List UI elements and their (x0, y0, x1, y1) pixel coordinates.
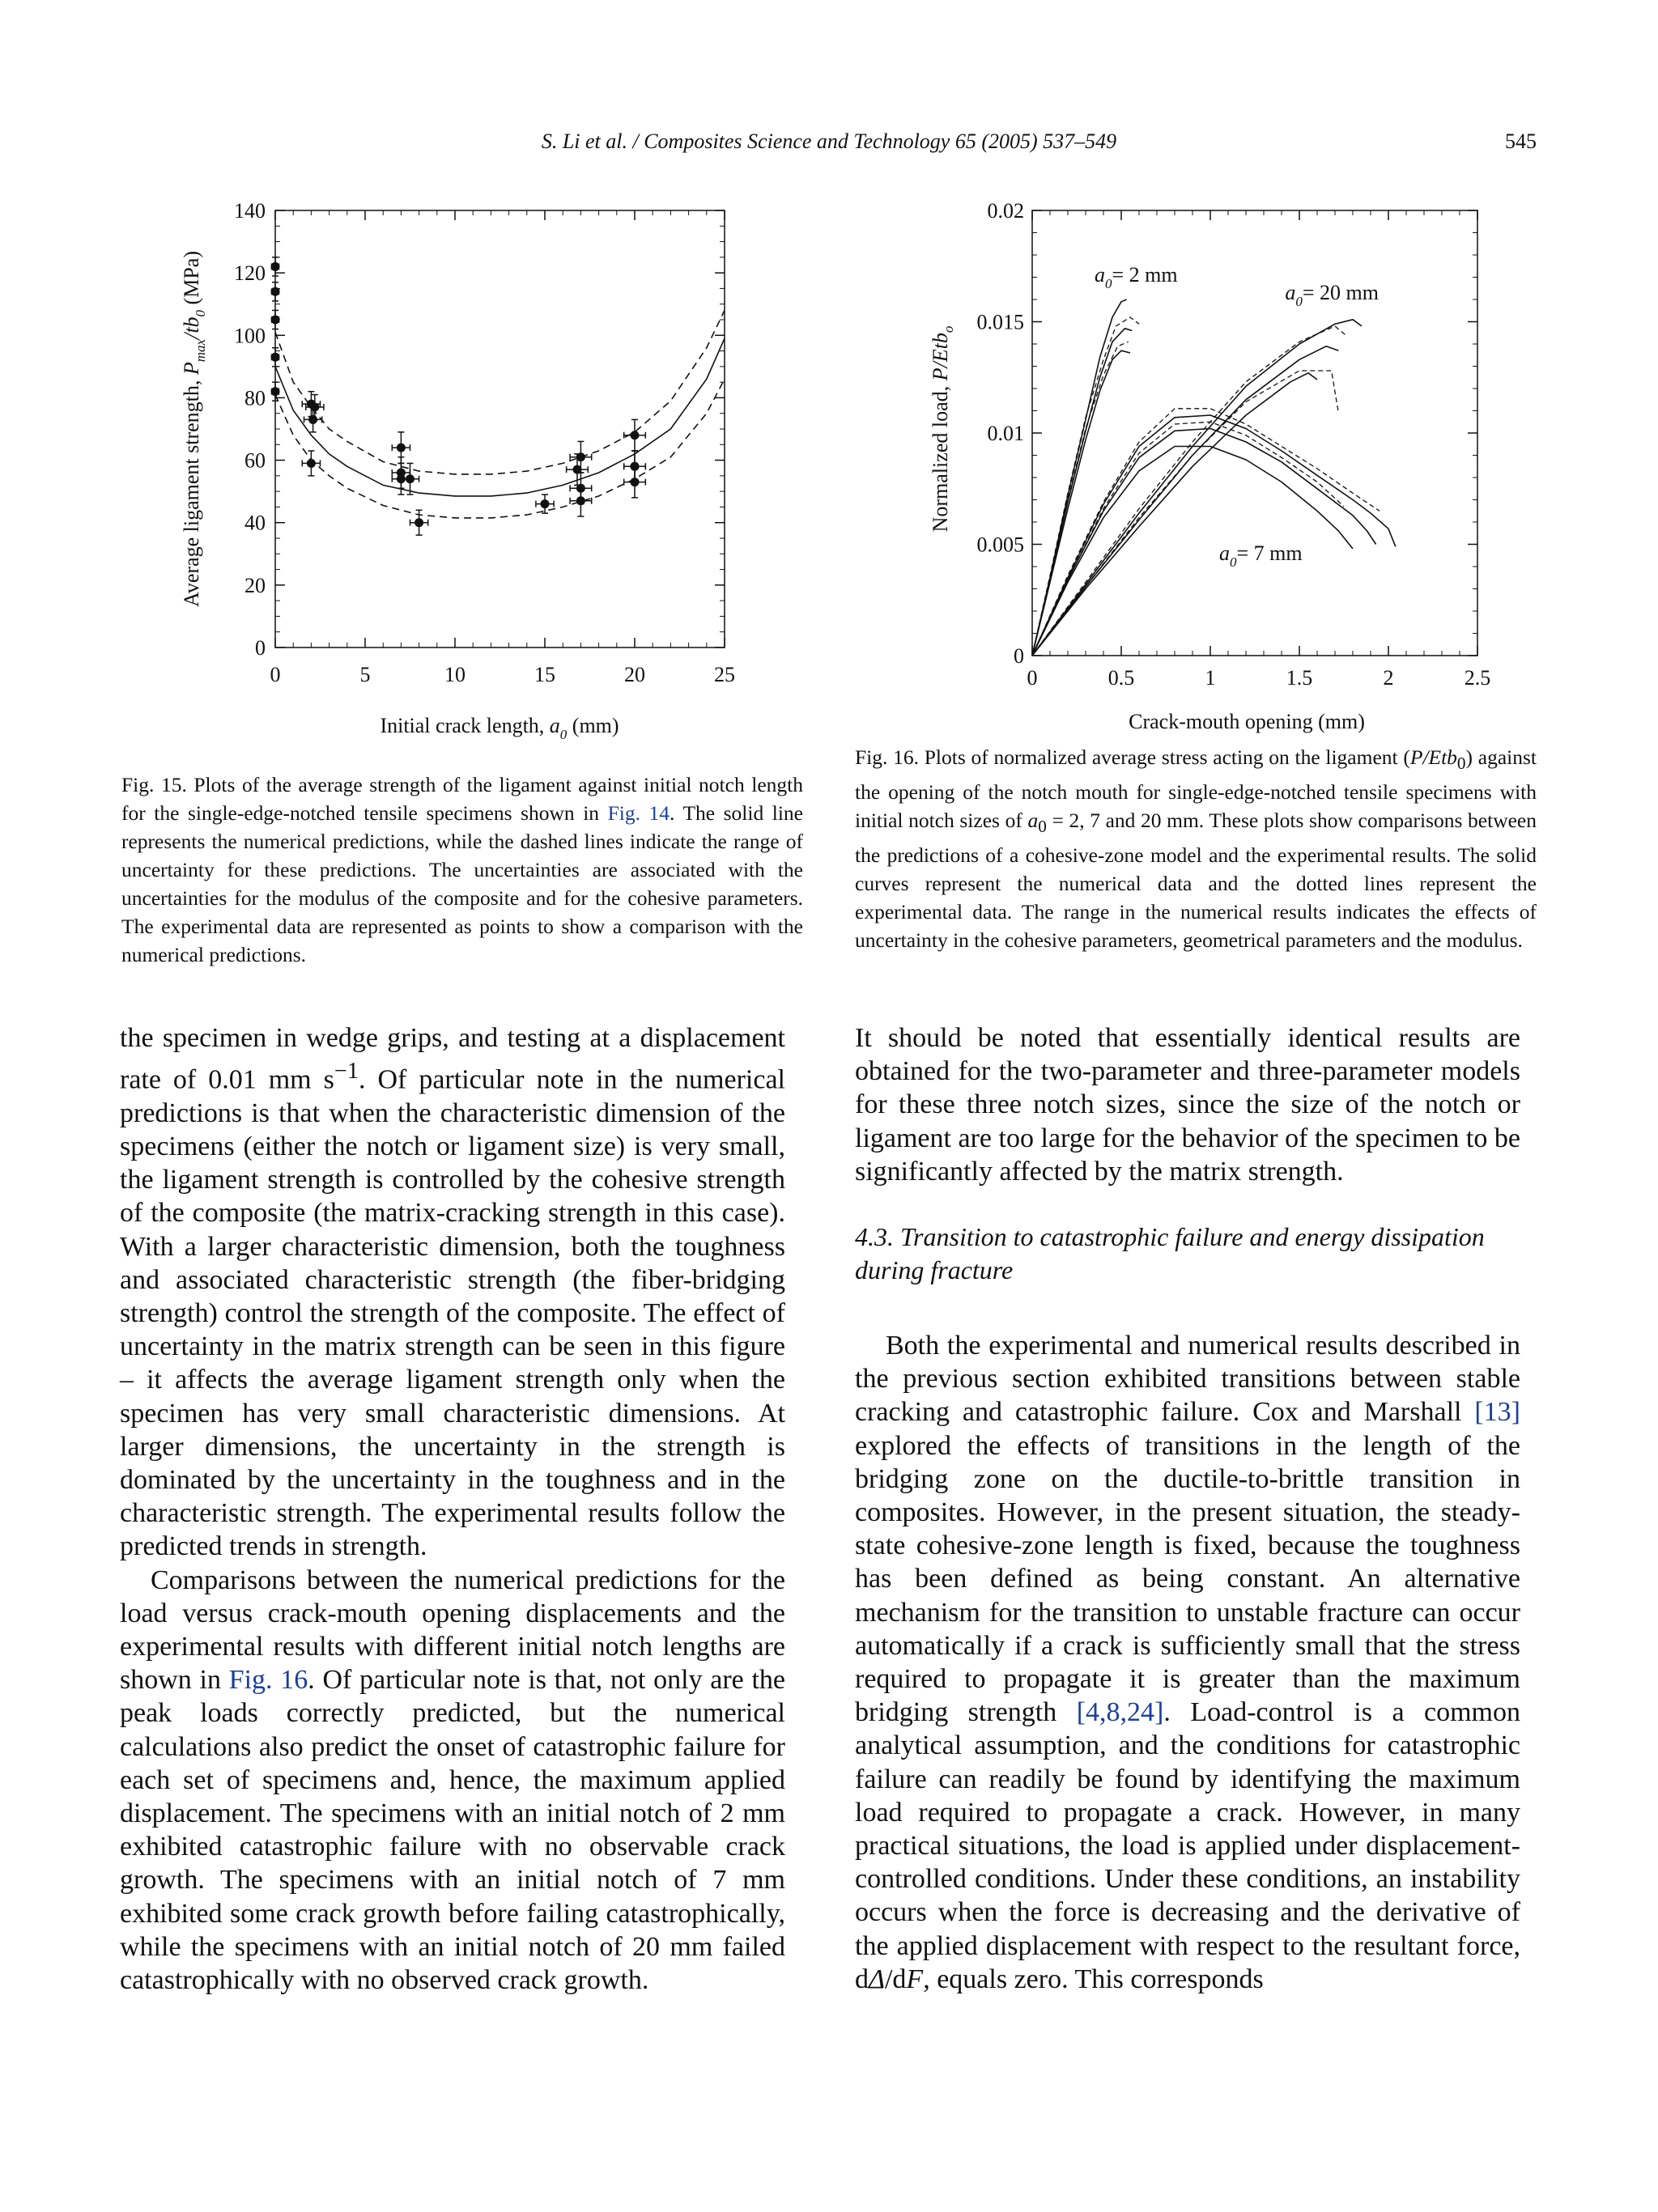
fig16-experimental-curve (1032, 326, 1346, 656)
fig15-x-tick-label: 5 (359, 663, 371, 686)
fig15-caption: Fig. 15. Plots of the average strength of the ligament against initial notch length for the single-edge-notched tensile specimens shown in Fig. 14. The solid line represents the numerical predictions, while the dashed lines indicate the range of uncertainty for these predictions. The uncertainties are associated with the uncertainties for the modulus of the composite and for the cohesive parameters. The experimental data are represented as points to show a comparison with the numerical predictions. (121, 773, 803, 966)
figure-16 (899, 194, 1530, 745)
fig16-numerical-curve (1032, 346, 1338, 656)
fig15-data-point (536, 495, 554, 513)
fig15-y-tick-label: 0 (255, 636, 266, 660)
fig16-x-tick-label: 1.5 (1286, 666, 1313, 690)
fig15-x-tick-label: 15 (534, 663, 555, 686)
fig16-x-tick-label: 0 (1027, 666, 1038, 690)
fig15-x-tick-label: 10 (444, 663, 466, 686)
fig15-plot-frame (275, 210, 725, 647)
fig15-x-tick-label: 25 (714, 663, 735, 686)
fig14-link[interactable]: Fig. 14 (607, 801, 670, 825)
paragraph: Comparisons between the numerical predictions for the load versus crack-mouth opening displacements and the experimental results with different initial notch lengths are shown in Fig. 16. Of particular note is that, not only are the peak loads correctly predicted, but the numerical calculations also predict the onset of catastrophic failure for each set of specimens and, hence, the maximum applied displacement. The specimens with an initial notch of 2 mm exhibited catastrophic failure with no observable crack growth. The specimens with an initial notch of 7 mm exhibited some crack growth before failing catastrophically, while the specimens with an initial notch of 20 mm failed catastrophically with no observed crack growth. (120, 1565, 785, 1996)
fig16-x-tick-label: 0.5 (1107, 666, 1135, 690)
paragraph: It should be noted that essentially identical results are obtained for the two-parameter and three-parameter models for these three notch sizes, since the size of the notch or ligament are too large for the behavior of the specimen to be significantly affected by the matrix strength. (855, 1023, 1520, 1187)
fig16-numerical-curve (1032, 299, 1127, 656)
paragraph: the specimen in wedge grips, and testing at a displacement rate of 0.01 mm $s^{-1}$. Of particular note in the numerical predictions is that when the characteristic dimension of the specimens (either the notch or ligament size) is very small, the ligament strength is controlled by the cohesive strength of the composite (the matrix-cracking strength in this case). With a larger characteristic dimension, both the toughness and associated characteristic strength (the fiber-bridging strength) control the strength of the composite. The effect of uncertainty in the matrix strength can be seen in this figure – it affects the average ligament strength only when the specimen has very small characteristic dimensions. At larger dimensions, the uncertainty in the strength is dominated by the uncertainty in the toughness and in the characteristic strength. The experimental results follow the predicted trends in strength. (120, 1023, 785, 1562)
fig16-y-tick-label: 0.02 (987, 199, 1024, 223)
fig15-data-point (302, 451, 320, 476)
fig15-y-tick-label: 100 (234, 324, 266, 348)
fig15-data-point (570, 485, 592, 516)
fig16-x-tick-label: 1 (1205, 666, 1216, 690)
fig16-numerical-curve (1032, 329, 1132, 656)
fig16-annotation: $a_0= 2$ mm (1095, 263, 1178, 291)
fig15-y-axis-label: Average ligament strength, $P_{max}/tb_0$ (MPa) (180, 251, 208, 607)
fig16-link[interactable]: Fig. 16 (228, 1665, 308, 1696)
fig15-uncertainty-line (275, 310, 725, 474)
fig15-data-point (624, 466, 646, 498)
fig15-data-point (624, 419, 646, 451)
fig15-y-tick-label: 40 (244, 511, 266, 535)
fig16-x-tick-label: 2.5 (1464, 666, 1491, 690)
fig15-y-tick-label: 60 (244, 448, 266, 473)
fig15-chart (166, 194, 749, 753)
fig16-y-axis-label: Normalized load, P/Etb$_o$ (929, 325, 956, 533)
journal-citation: S. Li et al. / Composites Science and Technology 65 (2005) 537–549 (541, 129, 1117, 153)
fig15-x-tick-label: 0 (270, 663, 281, 686)
fig16-caption: Fig. 16. Plots of normalized average stress acting on the ligament (P/Etb$_0$) against the opening of the notch mouth for single-edge-notched tensile specimens with initial notch sizes of $a_0 = 2$, 7 and 20 mm. These plots show comparisons between the predictions of a cohesive-zone model and the experimental results. The solid curves represent the numerical data and the dotted lines represent the experimental data. The range in the numerical results indicates the effects of uncertainty in the cohesive parameters, geometrical parameters and the modulus. (855, 745, 1537, 953)
fig16-annotation: $a_0= 20$ mm (1285, 281, 1380, 309)
page-number: 545 (1505, 129, 1537, 153)
fig16-x-tick-label: 2 (1383, 666, 1394, 690)
fig15-data-point (410, 510, 428, 535)
fig16-annotation: $a_0= 7$ mm (1219, 541, 1303, 570)
fig16-y-tick-label: 0.005 (976, 533, 1024, 557)
fig16-numerical-curve (1032, 320, 1362, 656)
fig16-y-tick-label: 0.015 (976, 310, 1024, 334)
right-text-column (855, 1021, 1520, 1996)
fig15-uncertainty-line (275, 379, 725, 518)
fig16-y-tick-label: 0 (1014, 644, 1024, 668)
left-text-column (120, 1021, 785, 1997)
fig15-data-point (271, 282, 280, 301)
fig16-experimental-curve (1032, 317, 1139, 656)
fig16-chart (899, 194, 1530, 745)
fig15-y-tick-label: 20 (244, 573, 266, 597)
fig16-experimental-curve (1032, 371, 1338, 656)
fig15-y-tick-label: 120 (234, 261, 266, 286)
fig15-x-axis-label: Initial crack length, $a_0$ (mm) (380, 714, 619, 742)
citation-link[interactable]: [4,8,24] (1076, 1697, 1164, 1728)
running-head (121, 129, 1537, 162)
fig16-numerical-curve (1032, 350, 1130, 656)
citation-link[interactable]: [13] (1474, 1397, 1520, 1428)
fig16-x-axis-label: Crack-mouth opening (mm) (1129, 710, 1365, 733)
fig15-prediction-line (275, 338, 725, 496)
fig16-experimental-curve (1032, 342, 1129, 656)
fig15-y-tick-label: 80 (244, 386, 266, 410)
figure-15 (166, 194, 749, 753)
fig15-data-point (271, 310, 280, 329)
fig15-y-tick-label: 140 (234, 199, 266, 223)
fig16-numerical-curve (1032, 373, 1317, 656)
paragraph: Both the experimental and numerical results described in the previous section exhibited transitions between stable cracking and catastrophic failure. Cox and Marshall [13] explored the effects of transitions in the length of the bridging zone on the ductile-to-brittle transition in composites. However, in the present situation, the steady-state cohesive-zone length is fixed, because the toughness has been defined as being constant. An alternative mechanism for the transition to unstable fracture can occur automatically if a crack is sufficiently small that the stress required to propagate it is greater than the maximum bridging strength [4,8,24]. Load-control is a common analytical assumption, and the conditions for catastrophic failure can readily be found by identifying the maximum load required to propagate a crack. However, in many practical situations, the load is applied under displacement-controlled conditions. Under these conditions, an instability occurs when the force is decreasing and the derivative of the applied displacement with respect to the resultant force, dΔ/dF, equals zero. This corresponds (855, 1331, 1520, 1994)
section-heading: 4.3. Transition to catastrophic failure and energy dissipation during fracture (855, 1222, 1485, 1285)
fig15-x-tick-label: 20 (624, 663, 645, 686)
fig16-y-tick-label: 0.01 (987, 422, 1024, 445)
